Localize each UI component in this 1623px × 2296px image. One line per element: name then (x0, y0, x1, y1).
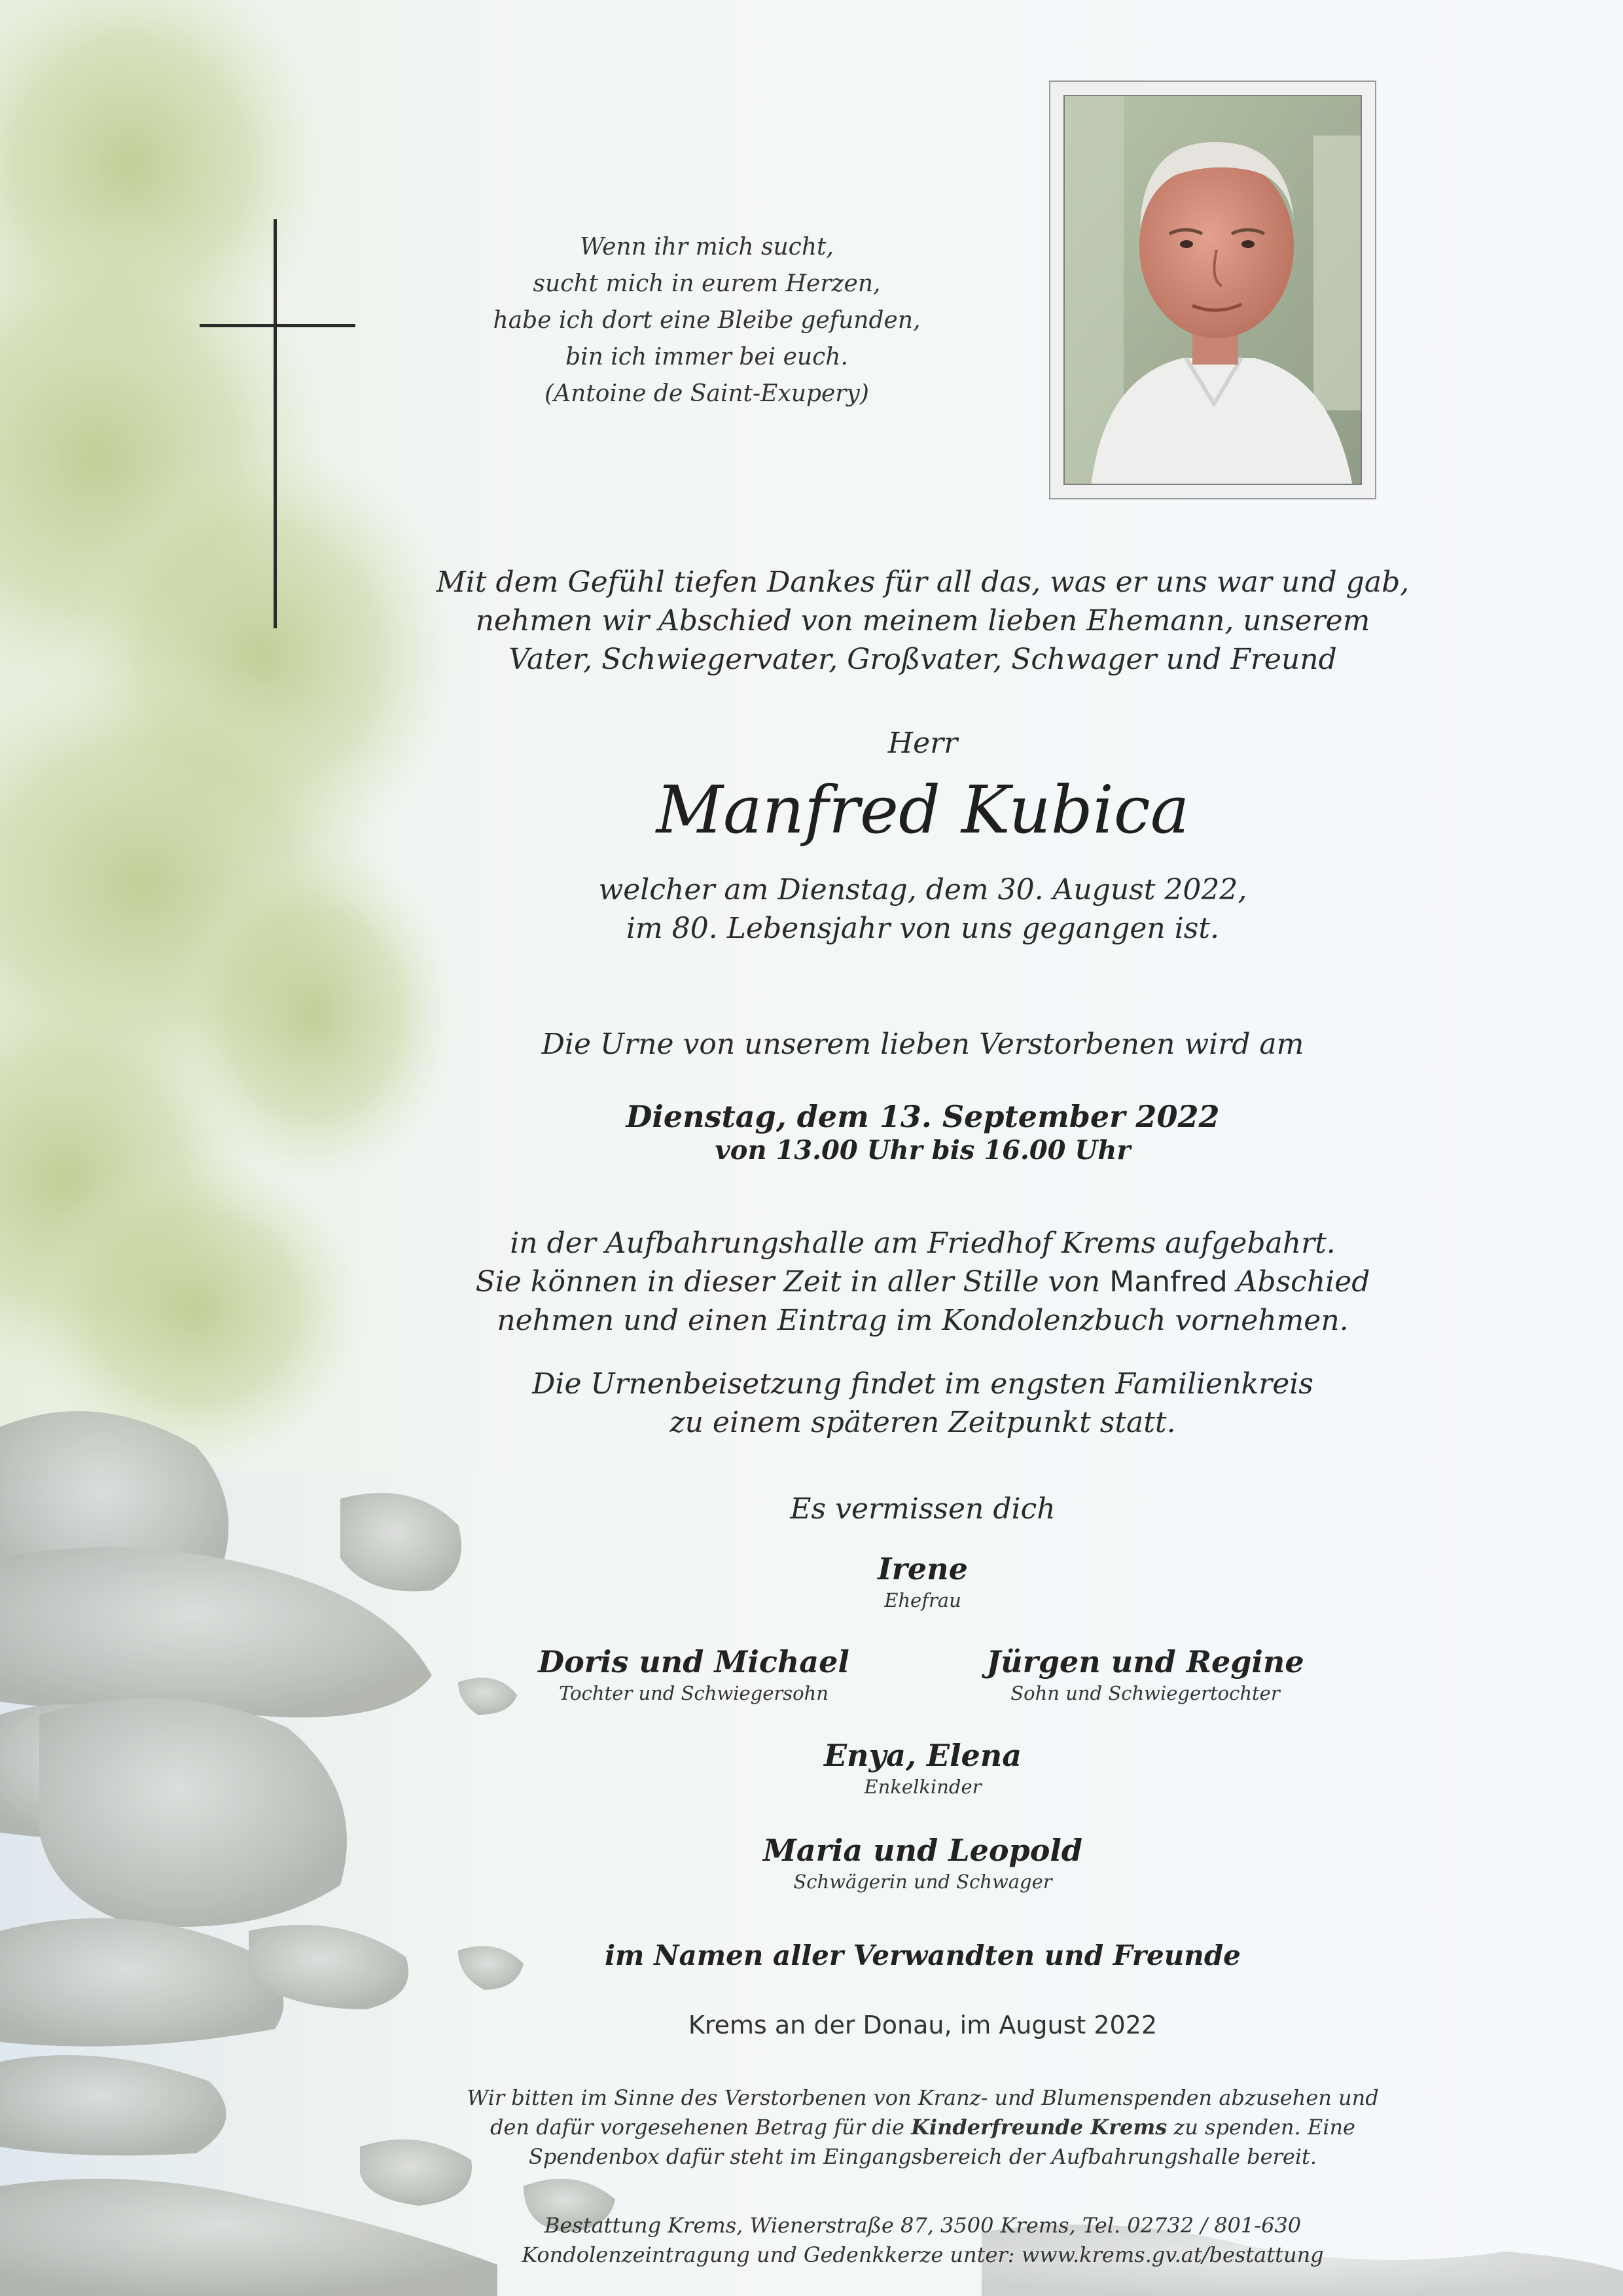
salutation: Herr (887, 726, 958, 760)
footer-line: Kondolenzeintragung und Gedenkkerze unter: www.krems.gv.at/bestattung (522, 2242, 1324, 2267)
family-role: Sohn und Schwiegertochter (1010, 1682, 1280, 1704)
intro-line: nehmen wir Abschied von meinem lieben Ehemann, unserem (475, 604, 1370, 637)
death-line: welcher am Dienstag, dem 30. August 2022, (598, 873, 1247, 906)
footer-line: Bestattung Krems, Wienerstraße 87, 3500 Krems, Tel. 02732 / 801-630 (544, 2213, 1302, 2238)
intro-text (432, 563, 1414, 679)
family-member (949, 1644, 1342, 1704)
note-text: den dafür vorgesehenen Betrag für die (490, 2115, 912, 2140)
place-line: in der Aufbahrungshalle am Friedhof Krems aufgebahrt. (510, 1227, 1336, 1260)
family-name: Doris und Michael (538, 1644, 849, 1679)
place-text: Sie können in dieser Zeit in aller Stille von (475, 1265, 1110, 1299)
memorial-quote (471, 229, 942, 412)
death-notice (432, 870, 1414, 948)
mourners-heading: Es vermissen dich (790, 1492, 1056, 1526)
charity-name: Kinderfreunde Krems (911, 2115, 1168, 2140)
quote-line: sucht mich in eurem Herzen, (533, 270, 881, 297)
burial-line: zu einem späteren Zeitpunkt statt. (669, 1406, 1176, 1439)
family-role: Ehefrau (884, 1589, 961, 1611)
viewing-time: von 13.00 Uhr bis 16.00 Uhr (715, 1135, 1131, 1166)
urn-intro: Die Urne von unserem lieben Verstorbenen wird am (541, 1028, 1304, 1061)
viewing-datetime (432, 1100, 1414, 1168)
family-name: Enya, Elena (823, 1738, 1022, 1773)
family-member (504, 1644, 883, 1704)
intro-line: Mit dem Gefühl tiefen Dankes für all das, was er uns war und gab, (436, 565, 1410, 599)
place-and-date: Krems an der Donau, im August 2022 (688, 2011, 1158, 2039)
burial-notice (432, 1365, 1414, 1442)
burial-line: Die Urnenbeisetzung findet im engsten Familienkreis (532, 1367, 1313, 1401)
family-name: Irene (878, 1551, 968, 1587)
quote-line: Wenn ihr mich sucht, (580, 234, 834, 260)
family-role: Tochter und Schwiegersohn (559, 1682, 829, 1704)
on-behalf-line: im Namen aller Verwandten und Freunde (605, 1939, 1241, 1971)
note-line (432, 2113, 1414, 2142)
family-member (779, 1738, 1067, 1798)
funeral-home-footer (432, 2211, 1414, 2270)
place-line: nehmen und einen Eintrag im Kondolenzbuch vornehmen. (497, 1304, 1349, 1337)
note-text: zu spenden. Eine (1167, 2115, 1355, 2140)
quote-line: habe ich dort eine Bleibe gefunden, (493, 307, 921, 334)
intro-line: Vater, Schwiegervater, Großvater, Schwager und Freund (508, 643, 1337, 676)
quote-author: (Antoine de Saint-Exupery) (544, 380, 869, 407)
family-name: Jürgen und Regine (986, 1644, 1304, 1679)
portrait-frame (1049, 81, 1376, 499)
place-text: Abschied (1227, 1265, 1370, 1299)
place-name: Manfred (1109, 1265, 1228, 1299)
note-line: Wir bitten im Sinne des Verstorbenen von Kranz- und Blumenspenden abzusehen und (467, 2085, 1379, 2110)
note-line: Spendenbox dafür steht im Eingangsbereich der Aufbahrungshalle bereit. (528, 2144, 1317, 2169)
place-line (432, 1263, 1414, 1301)
family-role: Schwägerin und Schwager (793, 1871, 1052, 1893)
family-member (779, 1551, 1067, 1611)
deceased-name: Manfred Kubica (656, 772, 1190, 848)
family-name: Maria und Leopold (762, 1833, 1083, 1868)
family-member (726, 1833, 1119, 1893)
family-role: Enkelkinder (864, 1776, 982, 1798)
portrait-photo (1063, 95, 1362, 485)
donation-note (432, 2083, 1414, 2172)
quote-line: bin ich immer bei euch. (565, 344, 848, 370)
viewing-date: Dienstag, dem 13. September 2022 (626, 1099, 1220, 1134)
viewing-place (432, 1224, 1414, 1340)
death-line: im 80. Lebensjahr von uns gegangen ist. (626, 912, 1220, 945)
